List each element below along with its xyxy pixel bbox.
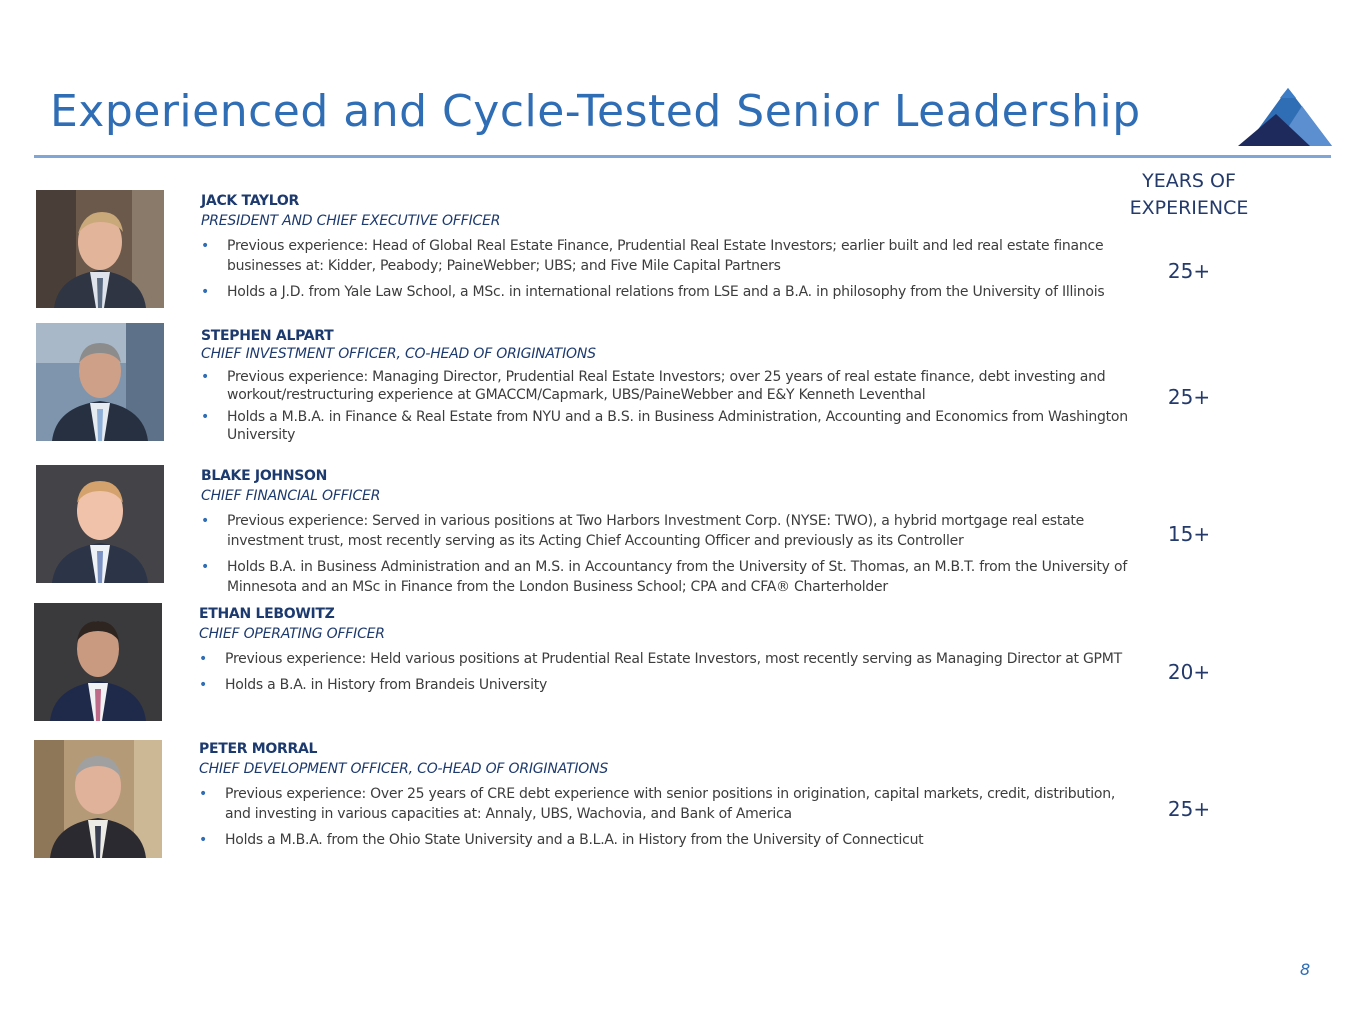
leader-photo <box>36 465 164 583</box>
bullet-icon: • <box>201 559 210 575</box>
bullet-text: Previous experience: Over 25 years of CRE debt experience with senior positions in origination, capital markets, credit, distribution, and investing in various capacities at: Annaly, UBS, Wachovia, and Bank of America <box>225 786 1116 822</box>
bullet-icon: • <box>201 369 210 385</box>
leader-bio <box>199 739 1129 856</box>
list-item <box>201 511 1127 551</box>
bullet-icon: • <box>199 651 208 667</box>
leader-bio <box>199 604 1129 701</box>
bullet-icon: • <box>199 677 208 693</box>
list-item <box>201 368 1131 404</box>
bullet-text: Holds a M.B.A. in Finance & Real Estate from NYU and a B.S. in Business Administration, Accounting and Economics from Washington University <box>227 409 1128 443</box>
mountain-logo-icon <box>1236 88 1332 148</box>
list-item <box>201 236 1131 276</box>
list-item <box>201 408 1131 444</box>
list-item <box>199 830 1129 850</box>
leader-bio <box>201 191 1131 308</box>
leader-role: CHIEF DEVELOPMENT OFFICER, CO-HEAD OF ORIGINATIONS <box>199 761 609 777</box>
leader-name: JACK TAYLOR <box>201 193 299 209</box>
header-divider <box>34 155 1331 158</box>
bullet-icon: • <box>199 786 208 802</box>
bullet-icon: • <box>201 409 210 425</box>
years-header-line2: EXPERIENCE <box>1129 197 1249 219</box>
bullet-text: Holds a J.D. from Yale Law School, a MSc. in international relations from LSE and a B.A. in philosophy from the University of Illinois <box>227 284 1105 300</box>
bullet-text: Holds a B.A. in History from Brandeis University <box>225 677 547 693</box>
leader-name: BLAKE JOHNSON <box>201 468 328 484</box>
years-value: 20+ <box>1167 660 1211 684</box>
years-value: 25+ <box>1167 259 1211 283</box>
page-number: 8 <box>1300 960 1311 979</box>
bullet-icon: • <box>199 832 208 848</box>
years-value: 25+ <box>1167 385 1211 409</box>
bullet-text: Previous experience: Head of Global Real Estate Finance, Prudential Real Estate Investors; earlier built and led real estate finance businesses at: Kidder, Peabody; PaineWebber; UBS; and Five Mile Capital Partners <box>227 238 1104 274</box>
list-item <box>201 557 1127 597</box>
bullet-text: Previous experience: Served in various positions at Two Harbors Investment Corp. (NYSE: TWO), a hybrid mortgage real estate investment trust, most recently serving as its Acting Chief Accounting Officer and previously as its Controller <box>227 513 1085 549</box>
years-value: 25+ <box>1167 797 1211 821</box>
list-item <box>199 649 1129 669</box>
list-item <box>199 784 1129 824</box>
leader-role: CHIEF FINANCIAL OFFICER <box>201 488 381 504</box>
bullet-icon: • <box>201 238 210 254</box>
bullet-icon: • <box>201 284 210 300</box>
bullet-text: Previous experience: Held various positions at Prudential Real Estate Investors, most recently serving as Managing Director at GPMT <box>225 651 1122 667</box>
leader-photo <box>36 323 164 441</box>
leader-photo <box>34 603 162 721</box>
leader-name: ETHAN LEBOWITZ <box>199 606 335 622</box>
leader-name: PETER MORRAL <box>199 741 318 757</box>
leader-bio <box>201 327 1131 448</box>
leader-photo <box>34 740 162 858</box>
list-item <box>199 675 1129 695</box>
leader-role: CHIEF INVESTMENT OFFICER, CO-HEAD OF ORIGINATIONS <box>201 346 596 362</box>
list-item <box>201 282 1131 302</box>
leader-role: PRESIDENT AND CHIEF EXECUTIVE OFFICER <box>201 213 501 229</box>
bullet-text: Previous experience: Managing Director, Prudential Real Estate Investors; over 25 years of real estate finance, debt investing and workout/restructuring experience at GMACCM/Capmark, UBS/PaineWebber and E&Y Kenneth Leventhal <box>227 369 1106 403</box>
leader-photo <box>36 190 164 308</box>
years-value: 15+ <box>1167 522 1211 546</box>
bullet-text: Holds a M.B.A. from the Ohio State University and a B.L.A. in History from the University of Connecticut <box>225 832 924 848</box>
bullet-text: Holds B.A. in Business Administration and an M.S. in Accountancy from the University of St. Thomas, an M.B.T. from the University of Minnesota and an MSc in Finance from the London Business School; CPA and CFA® Charterholder <box>227 559 1127 595</box>
leader-role: CHIEF OPERATING OFFICER <box>199 626 385 642</box>
years-header-line1: YEARS OF <box>1142 170 1236 192</box>
leader-name: STEPHEN ALPART <box>201 328 334 344</box>
years-of-experience-header <box>1118 168 1260 222</box>
page-title: Experienced and Cycle-Tested Senior Leadership <box>50 86 1141 137</box>
leader-bio <box>201 466 1127 603</box>
bullet-icon: • <box>201 513 210 529</box>
